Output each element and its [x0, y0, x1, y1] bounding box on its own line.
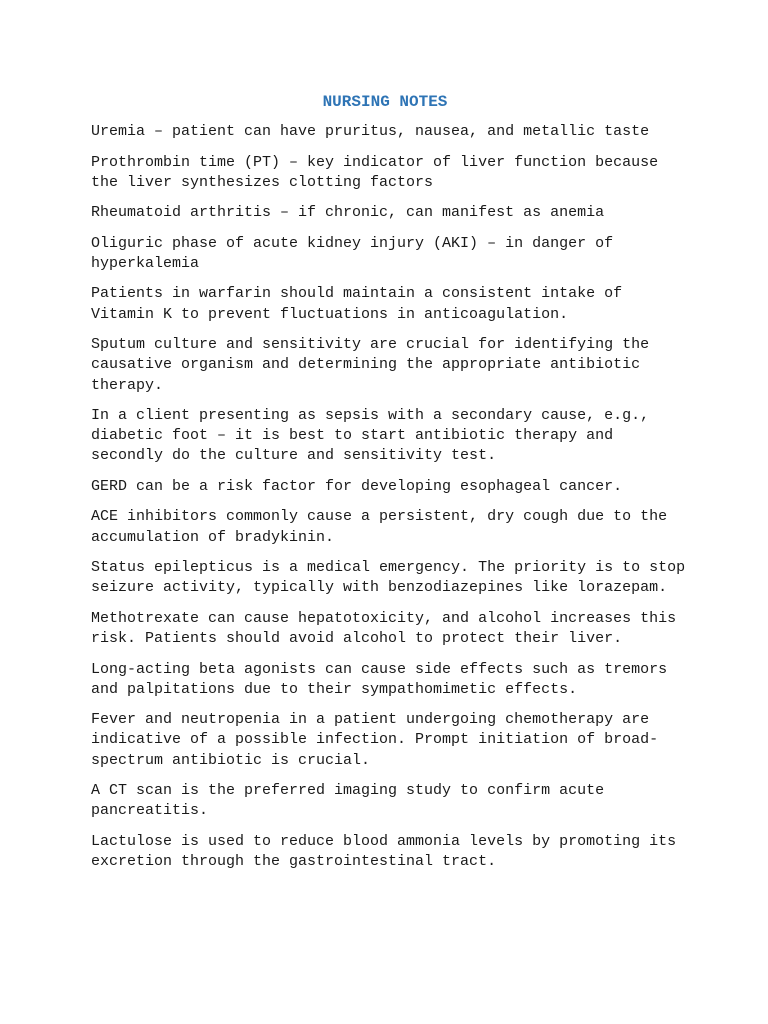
note-uremia: Uremia – patient can have pruritus, nausea, and metallic taste: [91, 123, 650, 140]
note-warfarin: Patients in warfarin should maintain a consistent intake of Vitamin K to prevent fluctuations in anticoagulation.: [91, 285, 623, 323]
document-title: NURSING NOTES: [322, 93, 448, 111]
note-beta-agonists: Long-acting beta agonists can cause side effects such as tremors and palpitations due to their sympathomimetic effects.: [91, 660, 668, 698]
note-ct-scan: A CT scan is the preferred imaging study to confirm acute pancreatitis.: [91, 782, 605, 820]
note-ace-inhibitors: ACE inhibitors commonly cause a persistent, dry cough due to the accumulation of bradykinin.: [91, 508, 668, 546]
note-sputum-culture: Sputum culture and sensitivity are crucial for identifying the causative organism and determining the appropriate antibiotic therapy.: [91, 336, 650, 394]
note-gerd: GERD can be a risk factor for developing esophageal cancer.: [91, 477, 623, 495]
note-methotrexate: Methotrexate can cause hepatotoxicity, and alcohol increases this risk. Patients should avoid alcohol to protect their liver.: [91, 609, 677, 648]
document-page: [91, 90, 691, 883]
note-oliguric-phase: Oliguric phase of acute kidney injury (AKI) – in danger of hyperkalemia: [91, 234, 614, 272]
note-neutropenia: Fever and neutropenia in a patient undergoing chemotherapy are indicative of a possible infection. Prompt initiation of broad-spectrum antibiotic is crucial.: [91, 711, 659, 769]
note-lactulose: Lactulose is used to reduce blood ammonia levels by promoting its excretion through the gastrointestinal tract.: [91, 832, 677, 871]
note-prothrombin-time: Prothrombin time (PT) – key indicator of liver function because the liver synthesizes clotting factors: [91, 153, 659, 191]
note-status-epilepticus: Status epilepticus is a medical emergency. The priority is to stop seizure activity, typically with benzodiazepines like lorazepam.: [91, 559, 686, 597]
note-rheumatoid-arthritis: Rheumatoid arthritis – if chronic, can manifest as anemia: [91, 204, 605, 222]
note-sepsis: In a client presenting as sepsis with a secondary cause, e.g., diabetic foot – it is best to start antibiotic therapy and secondly do the culture and sensitivity test.: [91, 407, 650, 465]
